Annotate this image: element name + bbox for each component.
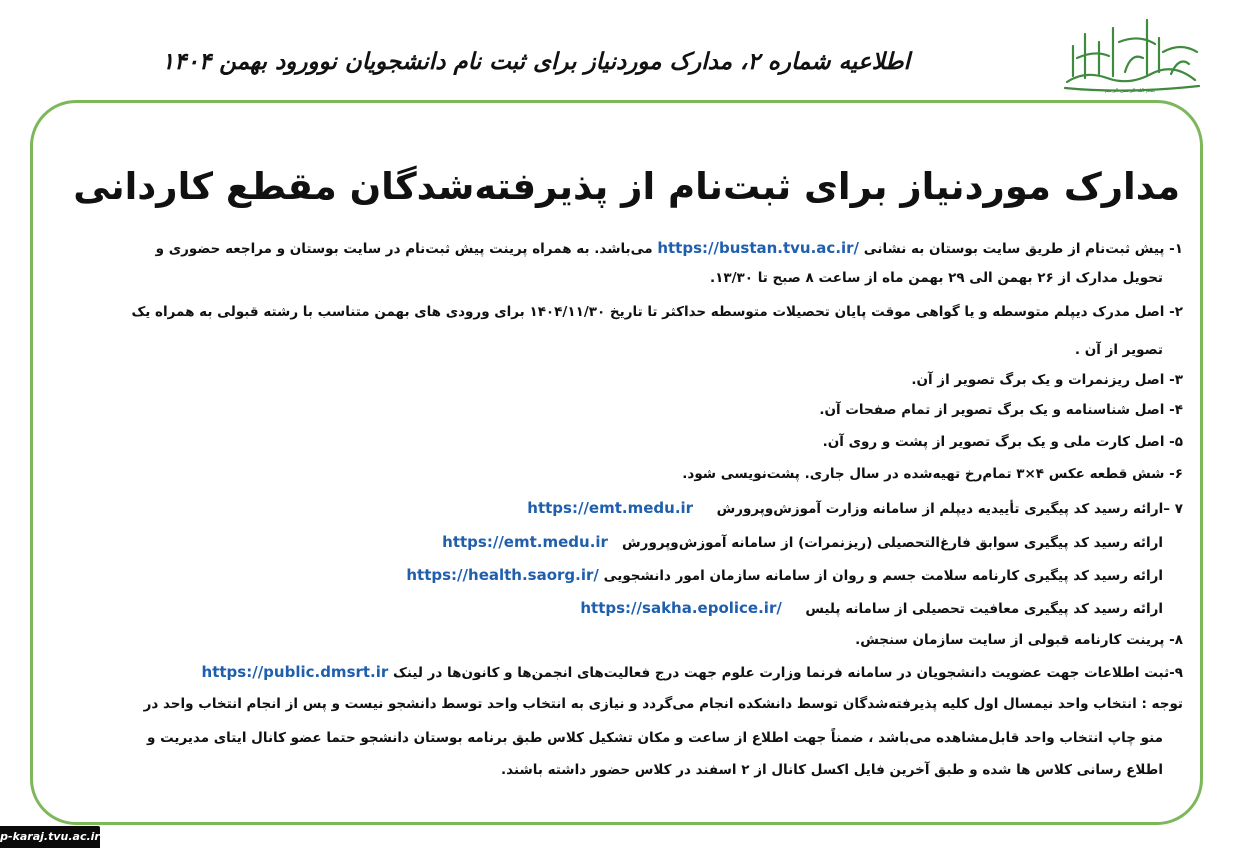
site-badge: p-karaj.tvu.ac.ir [0, 826, 100, 848]
bustan-link[interactable]: https://bustan.tvu.ac.ir/ [657, 239, 860, 257]
item-text: ۷ –ارائه رسید کد پیگیری تأییدیه دیپلم از سامانه وزارت آموزش‌وپرورش [716, 501, 1183, 517]
item-text: ۹-ثبت اطلاعات جهت عضویت دانشجویان در سامانه فرنما وزارت علوم جهت درج فعالیت‌های انجمن‌ها و کانون‌ها در لینک [393, 665, 1183, 681]
svg-text:بسم الله الرحمن الرحیم: بسم الله الرحمن الرحیم [1104, 88, 1156, 94]
note-line: منو چاپ انتخاب واحد قابل‌مشاهده می‌باشد ، ضمناً جهت اطلاع از ساعت و مکان تشکیل کلاس طبق برنامه بوستان دانشجو حتما عضو کانال ایتای مدیریت و [147, 730, 1163, 746]
item-text: ارائه رسید کد پیگیری کارنامه سلامت جسم و روان از سامانه سازمان امور دانشجویی [603, 568, 1163, 584]
list-item [53, 236, 1183, 264]
list-item: تحویل مدارک از ۲۶ بهمن الی ۲۹ بهمن ماه از ساعت ۸ صبح تا ۱۳/۳۰. [709, 270, 1163, 286]
dmsrt-link[interactable]: https://public.dmsrt.ir [201, 663, 389, 681]
list-item: ۸- پرینت کارنامه قبولی از سایت سازمان سنجش. [855, 632, 1183, 648]
item-text: ارائه رسید کد پیگیری سوابق فارغ‌التحصیلی (ریزنمرات) از سامانه آموزش‌وپرورش [622, 535, 1163, 551]
list-item: ۶- شش قطعه عکس ۴×۳ تمام‌رخ تهیه‌شده در سال جاری. پشت‌نویسی شود. [682, 466, 1183, 482]
item-text: ۱- پیش ثبت‌نام از طریق سایت بوستان به نشانی [863, 241, 1183, 257]
calligraphy-basmala-logo [1055, 12, 1205, 94]
note-line: توجه : انتخاب واحد نیمسال اول کلیه پذیرفته‌شدگان توسط دانشکده انجام می‌گردد و نیازی به انتخاب واحد توسط دانشجو نیست و پس از انجام انتخاب واحد در [143, 696, 1183, 712]
list-item: تصویر از آن . [1074, 342, 1163, 358]
list-item [83, 530, 1163, 558]
list-item: ۳- اصل ریزنمرات و یک برگ تصویر از آن. [911, 372, 1183, 388]
list-item: ۵- اصل کارت ملی و یک برگ تصویر از پشت و روی آن. [822, 434, 1183, 450]
list-item [83, 496, 1183, 524]
announcement-title: اطلاعیه شماره ۲، مدارک موردنیاز برای ثبت نام دانشجویان نوورود بهمن ۱۴۰۴ [161, 48, 910, 75]
sakha-epolice-link[interactable]: https://sakha.epolice.ir/ [580, 599, 782, 617]
emt-transcript-link[interactable]: https://emt.medu.ir [442, 533, 608, 551]
item-text: می‌باشد. به همراه پرینت پیش ثبت‌نام در سایت بوستان و مراجعه حضوری و [155, 241, 653, 257]
list-item: ۴- اصل شناسنامه و یک برگ تصویر از تمام صفحات آن. [819, 402, 1183, 418]
list-item: ۲- اصل مدرک دیپلم متوسطه و یا گواهی موقت پایان تحصیلات متوسطه حداکثر تا تاریخ ۱۴۰۴/۱۱/۳۰ برای ورودی های بهمن متناسب با رشته قبولی به همراه یک [131, 304, 1183, 320]
list-item [83, 563, 1163, 591]
list-item [83, 596, 1163, 624]
item-text: ارائه رسید کد پیگیری معافیت تحصیلی از سامانه پلیس [805, 601, 1163, 617]
page-title: مدارک موردنیاز برای ثبت‌نام از پذیرفته‌شدگان مقطع کاردانی [73, 165, 1180, 208]
health-saorg-link[interactable]: https://health.saorg.ir/ [406, 566, 599, 584]
note-line: اطلاع رسانی کلاس ها شده و طبق آخرین فایل اکسل کانال از ۲ اسفند در کلاس حضور داشته باشند. [501, 762, 1163, 778]
emt-diploma-link[interactable]: https://emt.medu.ir [527, 499, 694, 517]
list-item [83, 660, 1183, 688]
calligraphy-basmala-icon [1055, 12, 1205, 94]
